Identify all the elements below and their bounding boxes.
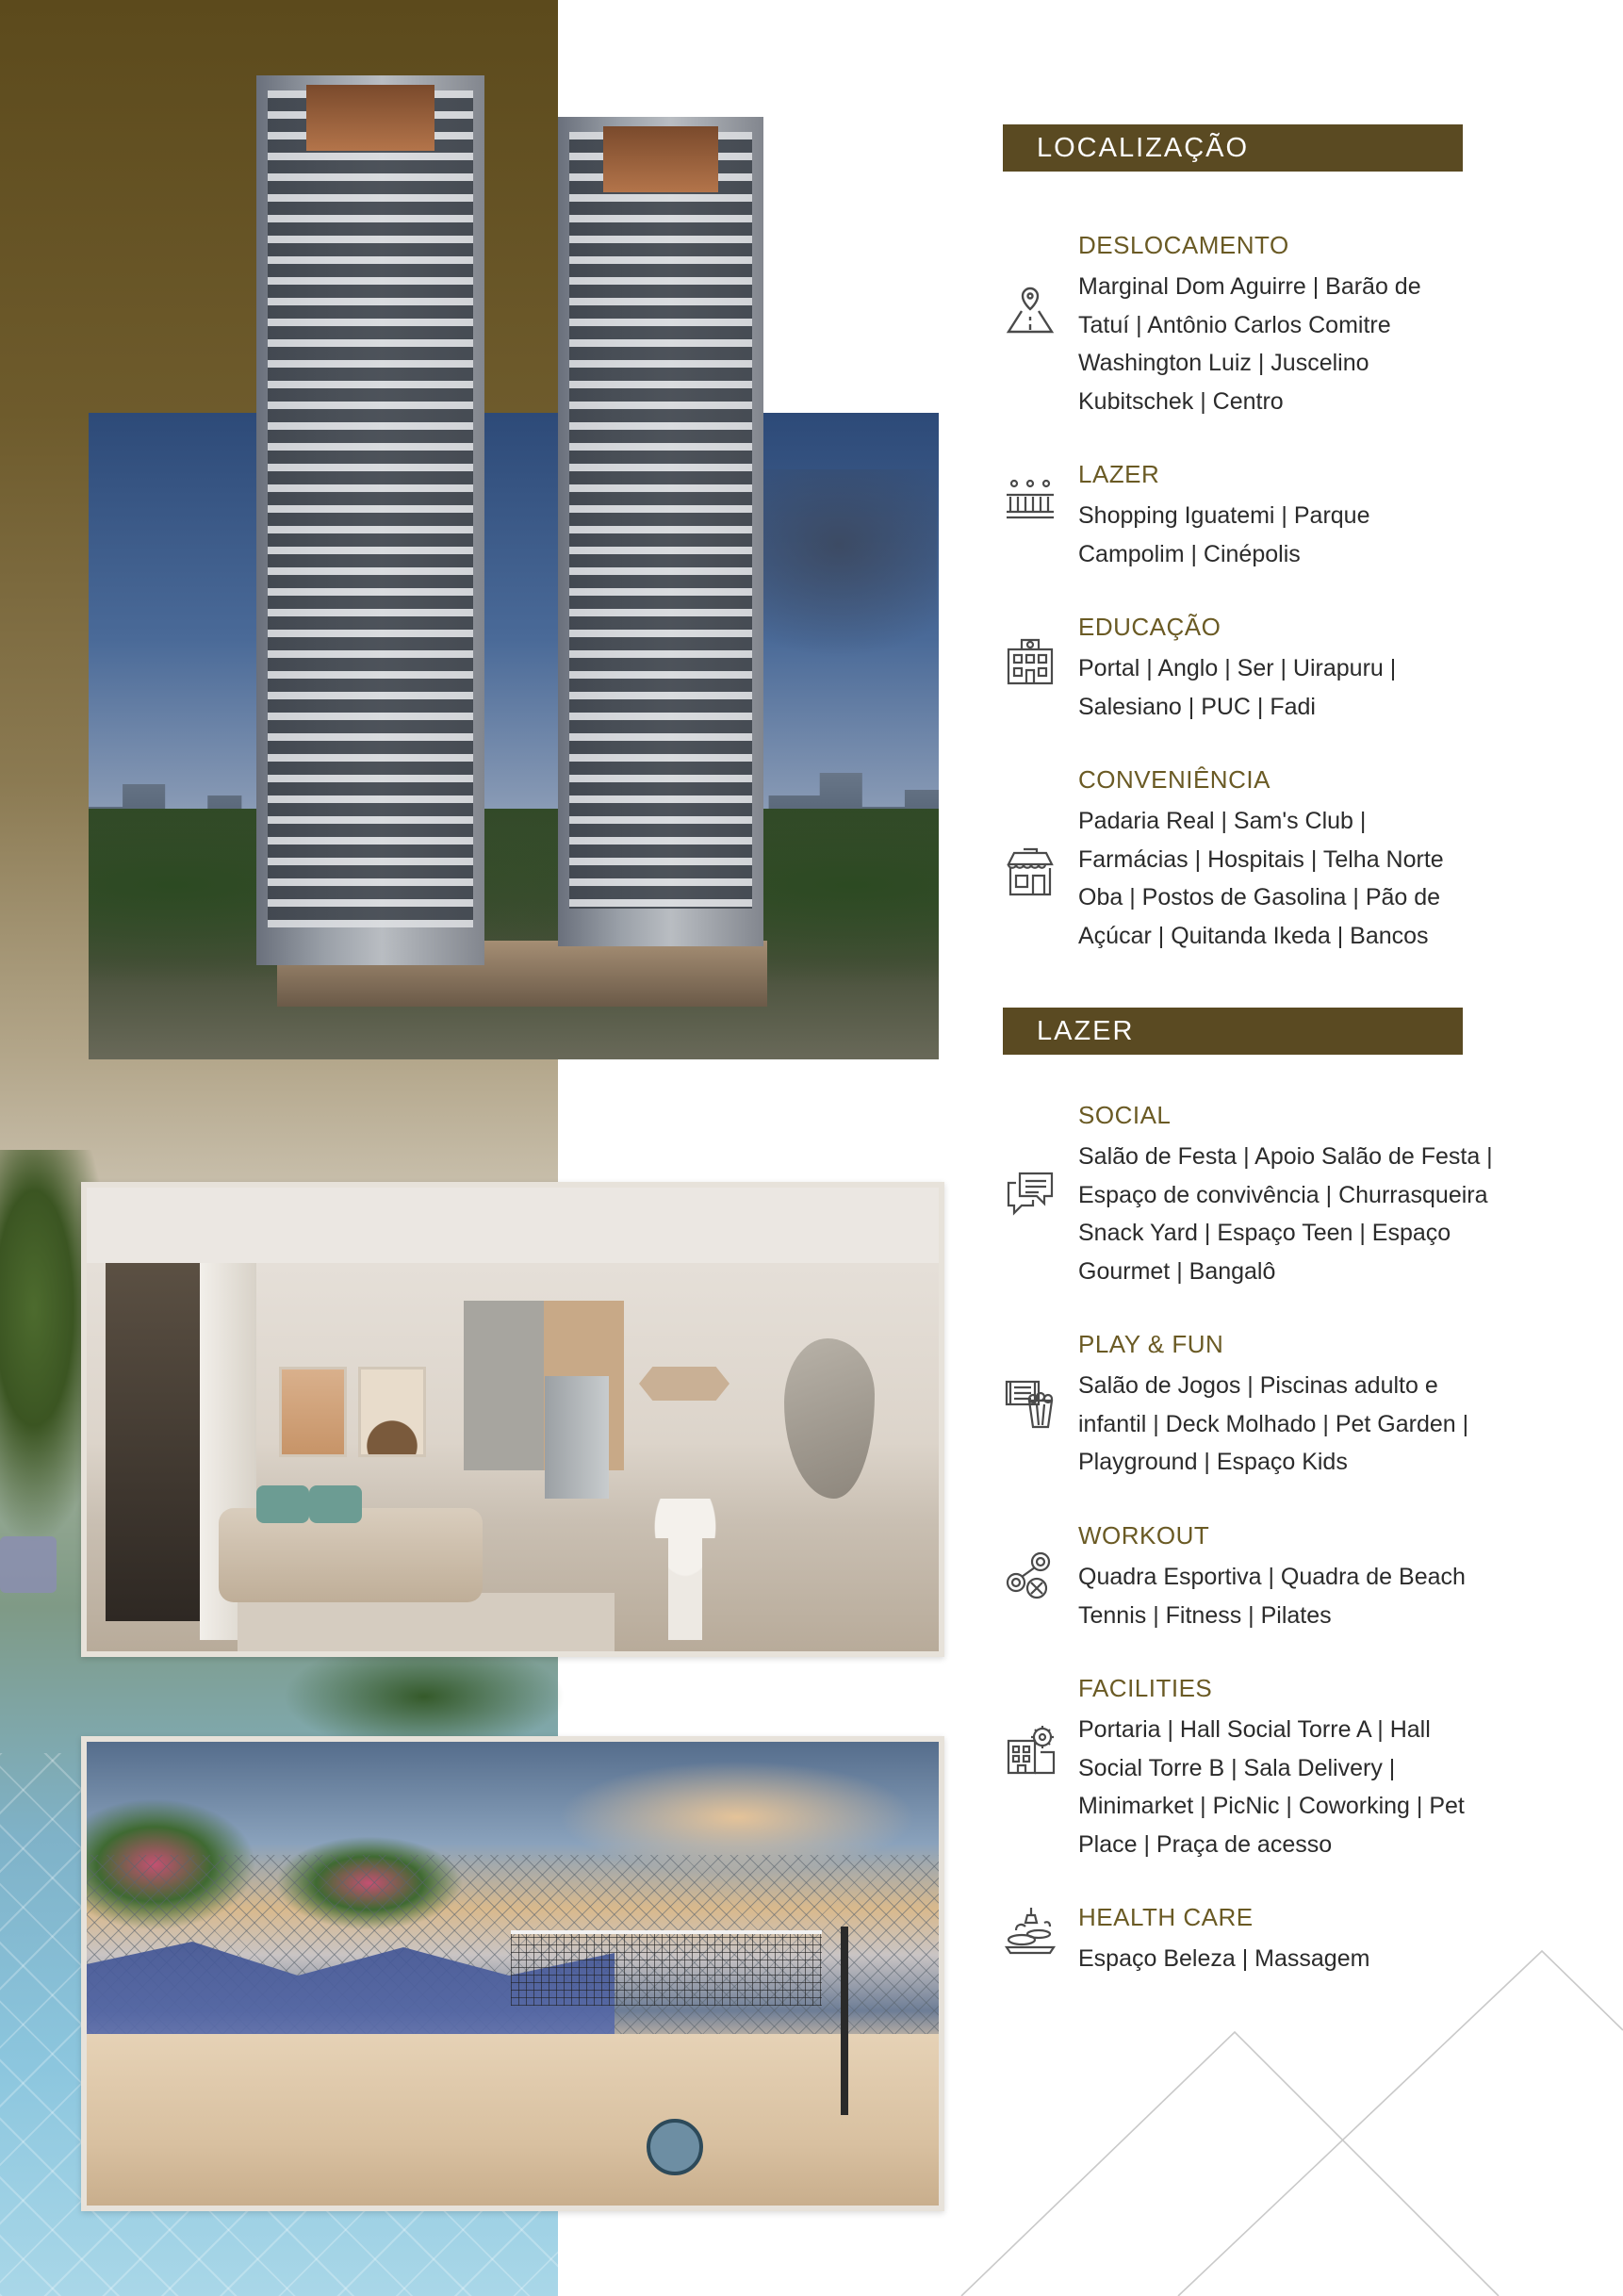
list-item-play-fun [1003,1329,1531,1480]
category-title: WORKOUT [1078,1521,1210,1550]
detail-line: Shopping Iguatemi | Parque [1078,502,1370,529]
list-item-social [1003,1100,1531,1288]
pillow [309,1485,362,1523]
list-item-conveniencia [1003,764,1531,953]
pillow [256,1485,309,1523]
detail-line: Place | Praça de acesso [1078,1830,1333,1858]
list-item-educacao [1003,612,1531,725]
detail-line: Tennis | Fitness | Pilates [1078,1601,1332,1629]
wall-art [358,1367,426,1457]
theater-seats-icon [1003,476,1057,531]
tennis-net [511,1930,822,2006]
detail-line: Quadra Esportiva | Quadra de Beach [1078,1564,1466,1590]
tower-b [558,117,763,946]
category-title: DESLOCAMENTO [1078,231,1289,259]
detail-line: Minimarket | PicNic | Coworking | Pet [1078,1793,1465,1819]
category-title: CONVENIÊNCIA [1078,765,1271,794]
detail-line: Portal | Anglo | Ser | Uirapuru | [1078,655,1397,681]
list-item-facilities [1003,1673,1531,1861]
detail-line: Playground | Espaço Kids [1078,1449,1348,1475]
wall-art [279,1367,347,1457]
ceiling [87,1188,939,1263]
detail-line: Tatuí | Antônio Carlos Comitre [1078,311,1391,338]
living-room-photo [81,1182,944,1657]
category-details [1078,802,1512,955]
list-item-workout [1003,1520,1531,1633]
detail-line: Gourmet | Bangalô [1078,1257,1276,1285]
category-title: SOCIAL [1078,1101,1172,1129]
category-details [1078,268,1512,420]
rug [238,1593,615,1657]
building-gear-icon [1003,1722,1057,1777]
wall-mirror [784,1338,875,1499]
popcorn-film-icon [1003,1376,1057,1431]
category-title: LAZER [1078,460,1160,488]
detail-line: Social Torre B | Sala Delivery | [1078,1754,1396,1781]
school-building-icon [1003,634,1057,689]
dumbbell-icon [1003,1549,1057,1603]
category-details [1078,1711,1512,1863]
detail-line: Salão de Jogos | Piscinas adulto e [1078,1372,1438,1399]
beach-tennis-court-photo [81,1736,944,2211]
category-details [1078,1558,1512,1634]
section-header-localizacao: LOCALIZAÇÃO [1003,124,1463,172]
list-item-deslocamento [1003,230,1531,418]
detail-line: Açúcar | Quitanda Ikeda | Bancos [1078,922,1429,949]
detail-line: Kubitschek | Centro [1078,387,1284,415]
pool-chair-decoration [0,1536,57,1593]
pendant-lamp [639,1367,730,1401]
section-header-lazer: LAZER [1003,1008,1463,1055]
list-item-lazer [1003,459,1531,572]
chat-bubbles-icon [1003,1166,1057,1221]
detail-line: Espaço de convivência | Churrasqueira [1078,1181,1488,1208]
detail-line: infantil | Deck Molhado | Pet Garden | [1078,1410,1469,1437]
detail-line: Marginal Dom Aguirre | Barão de [1078,273,1421,300]
category-title: FACILITIES [1078,1674,1213,1702]
detail-line: Padaria Real | Sam's Club | [1078,808,1367,834]
beach-racket [647,2119,703,2175]
detail-line: Snack Yard | Espaço Teen | Espaço [1078,1220,1451,1246]
detail-line: Salão de Festa | Apoio Salão de Festa | [1078,1143,1493,1170]
dining-table [615,1499,756,1640]
towers-render-photo [89,413,939,1059]
category-title: PLAY & FUN [1078,1330,1224,1358]
category-title: EDUCAÇÃO [1078,613,1221,641]
store-icon [1003,845,1057,900]
road-location-icon [1003,283,1057,337]
detail-line: Portaria | Hall Social Torre A | Hall [1078,1716,1431,1743]
category-details [1078,1138,1512,1290]
sand-court [87,2034,944,2211]
detail-line: Oba | Postos de Gasolina | Pão de [1078,884,1441,910]
detail-line: Campolim | Cinépolis [1078,540,1301,567]
trees-landscape [89,809,939,1059]
category-details [1078,1367,1512,1482]
category-details [1078,649,1512,726]
detail-line: Salesiano | PUC | Fadi [1078,693,1316,720]
geometric-line-decoration [943,1932,1623,2296]
detail-line: Farmácias | Hospitais | Telha Norte [1078,845,1444,873]
detail-line: Espaço Beleza | Massagem [1078,1945,1370,1972]
fridge [545,1376,609,1499]
category-title: HEALTH CARE [1078,1903,1254,1931]
net-post [841,1927,848,2115]
tower-a [256,75,484,965]
detail-line: Washington Luiz | Juscelino [1078,350,1369,376]
category-details [1078,497,1512,573]
